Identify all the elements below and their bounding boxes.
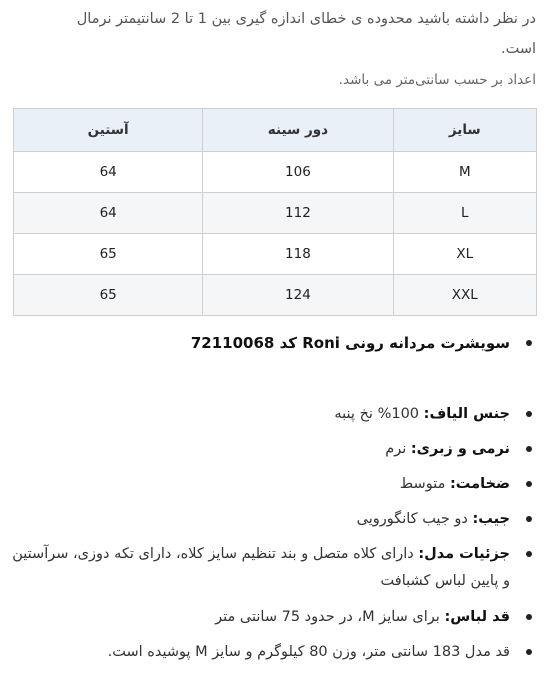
spec-value: نرم [385, 441, 407, 457]
bullet-icon [526, 551, 532, 557]
spec-key: ضخامت: [449, 476, 510, 492]
product-title-list [10, 330, 536, 356]
cell-chest: 124 [203, 275, 393, 316]
spec-key: جنس الیاف: [423, 406, 510, 422]
bullet-icon [526, 446, 532, 452]
header-chest: دور سینه [203, 109, 393, 152]
cell-sleeve: 65 [14, 234, 203, 275]
note-line-2: است. [500, 41, 536, 57]
cell-chest: 112 [203, 193, 393, 234]
list-item [10, 604, 536, 630]
spec-value: متوسط [399, 476, 446, 492]
code-label: کد [279, 334, 297, 352]
list-item [10, 401, 536, 427]
cell-chest: 118 [203, 234, 393, 275]
spec-value: دو جیب کانگورویی [356, 511, 468, 527]
brand-name: Roni [302, 334, 340, 352]
header-size: سایز [393, 109, 536, 152]
product-title [10, 330, 536, 356]
table-row [14, 152, 537, 193]
spec-key: جیب: [472, 511, 510, 527]
cell-size: L [393, 193, 536, 234]
units-note: اعداد بر حسب سانتی‌متر می باشد. [338, 72, 536, 88]
spec-value: دارای کلاه متصل و بند تنظیم سایز کلاه، دارای تکه دوزی، سرآستین و پایین لباس کشبافت [12, 546, 510, 589]
product-code: 72110068 [190, 334, 275, 352]
list-item [10, 506, 536, 532]
measurement-note [14, 4, 536, 64]
bullet-icon [526, 340, 532, 346]
table-header-row [14, 109, 537, 152]
header-sleeve: آستین [14, 109, 203, 152]
table-row [14, 234, 537, 275]
bullet-icon [526, 649, 532, 655]
cell-sleeve: 64 [14, 152, 203, 193]
size-table [13, 108, 537, 316]
list-item [10, 541, 536, 595]
spec-value: 100% نخ پنبه [334, 406, 420, 422]
bullet-icon [526, 481, 532, 487]
cell-sleeve: 65 [14, 275, 203, 316]
spec-list [10, 401, 536, 674]
title-prefix: سویشرت مردانه رونی [345, 334, 510, 352]
spec-key: قد لباس: [444, 609, 510, 625]
spec-value: برای سایز M، در حدود 75 سانتی متر [215, 609, 440, 625]
cell-chest: 106 [203, 152, 393, 193]
table-row [14, 193, 537, 234]
note-line-1: در نظر داشته باشید محدوده ی خطای اندازه گیری بین 1 تا 2 سانتیمتر نرمال [76, 11, 536, 27]
cell-sleeve: 64 [14, 193, 203, 234]
bullet-icon [526, 411, 532, 417]
list-item [10, 471, 536, 497]
spec-key: جزئیات مدل: [418, 546, 510, 562]
cell-size: XL [393, 234, 536, 275]
spec-value: قد مدل 183 سانتی متر، وزن 80 کیلوگرم و سایز M پوشیده است. [107, 644, 510, 660]
table-row [14, 275, 537, 316]
bullet-icon [526, 614, 532, 620]
list-item [10, 639, 536, 665]
cell-size: M [393, 152, 536, 193]
bullet-icon [526, 516, 532, 522]
cell-size: XXL [393, 275, 536, 316]
list-item [10, 436, 536, 462]
spec-key: نرمی و زبری: [410, 441, 510, 457]
